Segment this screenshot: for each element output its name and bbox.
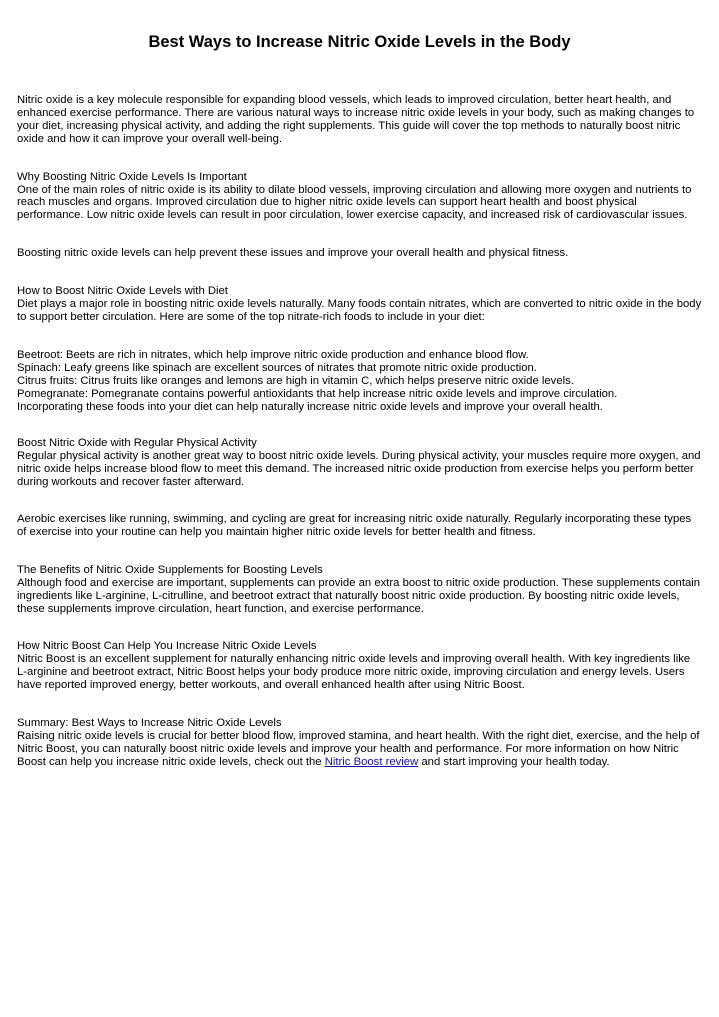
food-item-citrus: Citrus fruits: Citrus fruits like oranges and lemons are high in vitamin C, which helps preserve nitric oxide levels. xyxy=(17,374,574,387)
section-body: Regular physical activity is another great way to boost nitric oxide levels. During physical activity, your muscles require more oxygen, and nitric oxide helps increase blood flow to meet this demand. The increased nitric oxide production from exercise helps you perform better during workouts and recover faster afterward. xyxy=(17,450,701,489)
section-diet xyxy=(17,285,702,324)
section-body: Nitric Boost is an excellent supplement for naturally enhancing nitric oxide levels and improving overall health. With key ingredients like L-arginine and beetroot extract, Nitric Boost helps your body produce more nitric oxide, improving circulation and energy levels. Users have reported improved energy, better workouts, and overall enhanced health after using Nitric Boost. xyxy=(17,653,691,692)
page-title: Best Ways to Increase Nitric Oxide Levels in the Body xyxy=(148,33,571,51)
section-heading: How Nitric Boost Can Help You Increase Nitric Oxide Levels xyxy=(17,640,317,653)
section-heading: Summary: Best Ways to Increase Nitric Oxide Levels xyxy=(17,717,282,730)
food-item-pomegranate: Pomegranate: Pomegranate contains powerful antioxidants that help increase nitric oxide levels and improve circulation. xyxy=(17,387,618,400)
section-heading: The Benefits of Nitric Oxide Supplements for Boosting Levels xyxy=(17,563,323,576)
section-body xyxy=(17,730,702,769)
section-exercise xyxy=(17,437,702,489)
boosting-paragraph: Boosting nitric oxide levels can help prevent these issues and improve your overall health and physical fitness. xyxy=(17,247,569,260)
summary-text-before-link: Raising nitric oxide levels is crucial for better blood flow, improved stamina, and heart health. With the right diet, exercise, and the help of Nitric Boost, you can naturally boost nitric oxide levels and improve your health and performance. For more information on how Nitric Boost can help you increase nitric oxide levels, check out the xyxy=(17,730,700,768)
section-supplements xyxy=(17,564,702,616)
section-body: One of the main roles of nitric oxide is its ability to dilate blood vessels, improving circulation and allowing more oxygen and nutrients to reach muscles and organs. Improved circulation due to higher nitric oxide levels can support heart health and boost physical performance. Low nitric oxide levels can result in poor circulation, lower exercise capacity, and increased risk of cardiovascular issues. xyxy=(17,183,692,222)
food-item-spinach: Spinach: Leafy greens like spinach are excellent sources of nitrates that promote nitric oxide production. xyxy=(17,361,537,374)
aerobic-paragraph: Aerobic exercises like running, swimming, and cycling are great for increasing nitric oxide naturally. Regularly incorporating these types of exercise into your routine can help you maintain higher nitric oxide levels for better health and fitness. xyxy=(17,513,692,538)
food-list xyxy=(17,349,702,414)
section-heading: How to Boost Nitric Oxide Levels with Diet xyxy=(17,285,228,298)
food-list-conclusion: Incorporating these foods into your diet can help naturally increase nitric oxide levels and improve your overall health. xyxy=(17,400,603,413)
section-summary xyxy=(17,717,702,769)
food-item-beetroot: Beetroot: Beets are rich in nitrates, which help improve nitric oxide production and enhance blood flow. xyxy=(17,348,529,361)
intro-paragraph: Nitric oxide is a key molecule responsible for expanding blood vessels, which leads to improved circulation, better heart health, and enhanced exercise performance. There are various natural ways to increase nitric oxide levels in your body, such as making changes to your diet, increasing physical activity, and adding the right supplements. This guide will cover the top methods to naturally boost nitric oxide and how it can improve your overall well-being. xyxy=(17,94,695,145)
section-heading: Why Boosting Nitric Oxide Levels Is Important xyxy=(17,170,247,183)
nitric-boost-review-link[interactable]: Nitric Boost review xyxy=(324,755,419,768)
section-why-important xyxy=(17,171,702,223)
section-body: Diet plays a major role in boosting nitric oxide levels naturally. Many foods contain nitrates, which are converted to nitric oxide in the body to support better circulation. Here are some of the top nitrate-rich foods to include in your diet: xyxy=(17,298,702,323)
section-body: Although food and exercise are important, supplements can provide an extra boost to nitric oxide production. These supplements contain ingredients like L-arginine, L-citrulline, and beetroot extract that naturally boost nitric oxide production. By boosting nitric oxide levels, these supplements improve circulation, heart function, and exercise performance. xyxy=(17,576,701,615)
section-heading: Boost Nitric Oxide with Regular Physical Activity xyxy=(17,437,257,450)
summary-text-after-link: and start improving your health today. xyxy=(418,755,610,768)
section-nitric-boost xyxy=(17,640,702,692)
